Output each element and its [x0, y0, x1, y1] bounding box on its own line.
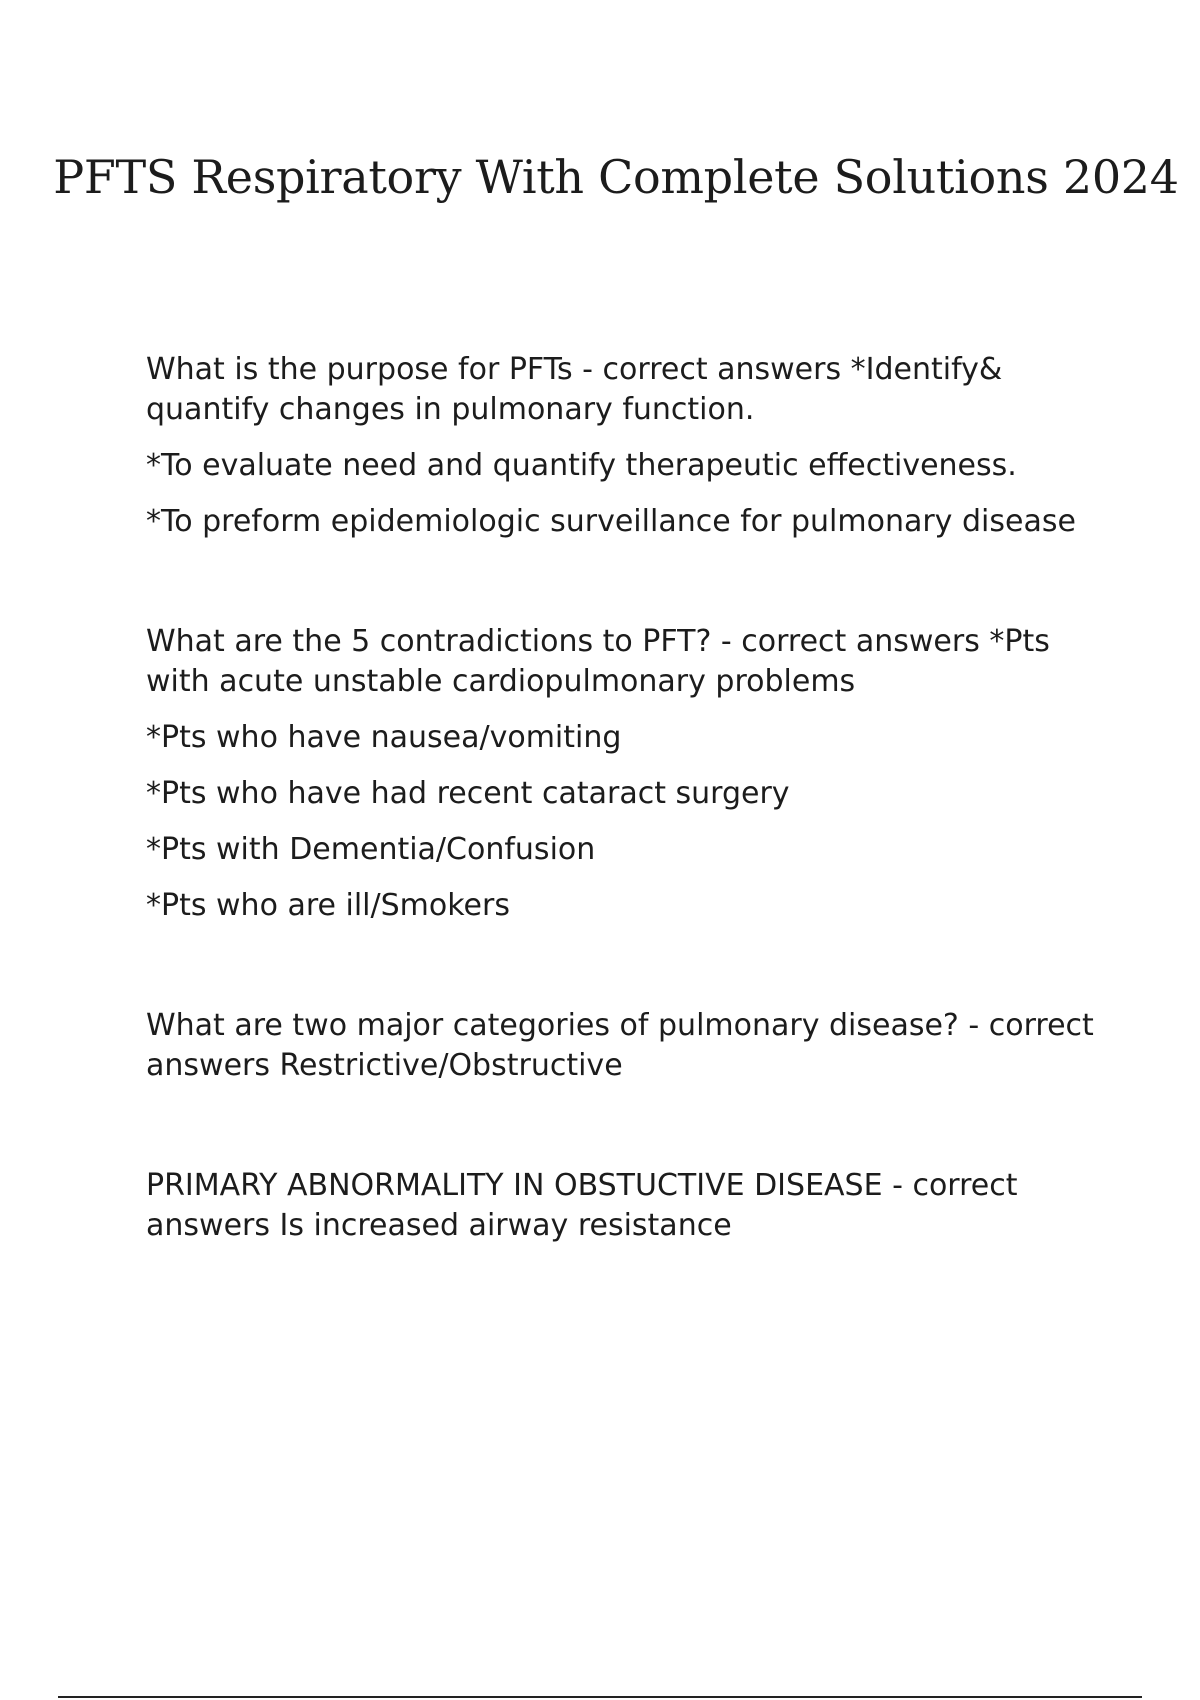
qa-answer-line: *Pts who have nausea/vomiting	[146, 720, 622, 755]
qa-question: What are the 5 contradictions to PFT? - correct answers *Pts with acute unstable cardiopulmonary problems	[146, 624, 1050, 699]
qa-item	[146, 1006, 1096, 1086]
qa-question: PRIMARY ABNORMALITY IN OBSTUCTIVE DISEASE - correct answers Is increased airway resistance	[146, 1168, 1018, 1243]
qa-answer-line: *Pts who are ill/Smokers	[146, 888, 510, 923]
qa-list	[146, 350, 1096, 1326]
footer-divider	[58, 1696, 1142, 1698]
qa-answer-line: *Pts who have had recent cataract surgery	[146, 776, 790, 811]
qa-answer-line: *To preform epidemiologic surveillance for pulmonary disease	[146, 504, 1076, 539]
qa-item	[146, 622, 1096, 926]
qa-question: What are two major categories of pulmonary disease? - correct answers Restrictive/Obstructive	[146, 1008, 1094, 1083]
qa-answer-line: *Pts with Dementia/Confusion	[146, 832, 596, 867]
qa-item	[146, 1166, 1096, 1246]
document-title: PFTS Respiratory With Complete Solutions 2024	[53, 150, 1179, 204]
qa-answer-line: *To evaluate need and quantify therapeutic effectiveness.	[146, 448, 1017, 483]
qa-question: What is the purpose for PFTs - correct answers *Identify& quantify changes in pulmonary function.	[146, 352, 1003, 427]
qa-item	[146, 350, 1096, 542]
